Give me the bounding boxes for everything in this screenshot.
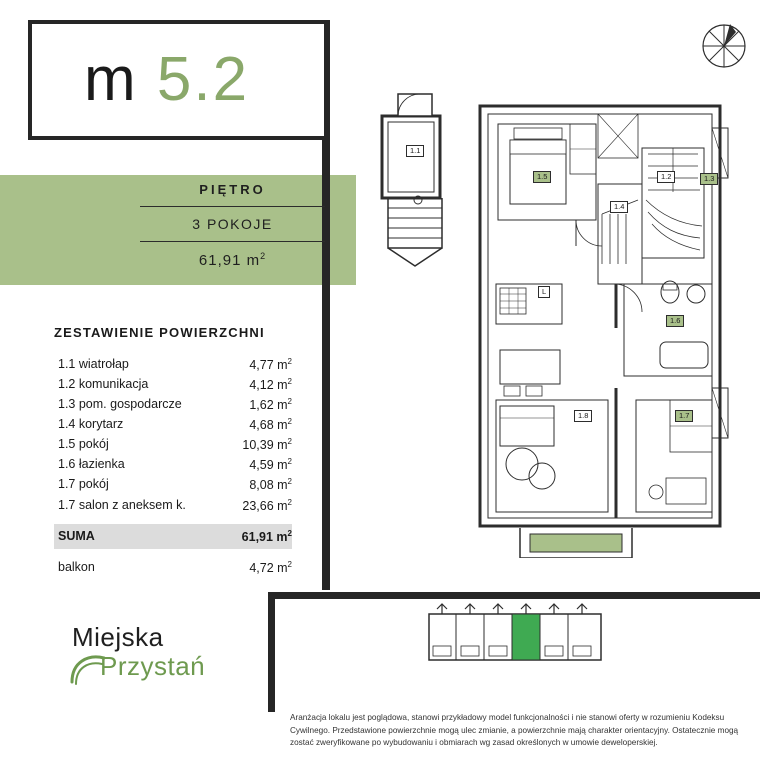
area-row-value: 1,62 $m^2$ (249, 396, 292, 412)
area-row-name: 1.6 łazienka (58, 457, 125, 472)
room-label-1-1: 1.1 (406, 145, 424, 157)
area-row-value: 23,66 $m^2$ (242, 497, 292, 513)
unit-title-box (28, 20, 328, 140)
area-row-value: 4,77 $m^2$ (249, 356, 292, 372)
table-row (54, 475, 292, 495)
brand-swoosh-icon (68, 652, 108, 686)
table-row (54, 455, 292, 475)
room-label-1-4: 1.4 (610, 201, 628, 213)
room-label-1-3: 1.3 (700, 173, 718, 185)
building-location-strip (415, 600, 615, 670)
area-row-name: 1.7 pokój (58, 477, 109, 492)
balcony-label: balkon (58, 560, 95, 575)
area-row-name: 1.7 salon z aneksem k. (58, 497, 186, 512)
areas-table (54, 354, 292, 578)
area-row-name: 1.4 korytarz (58, 416, 124, 431)
table-row (54, 414, 292, 434)
kitchen-marker-label: L (538, 286, 550, 298)
areas-table-heading: ZESTAWIENIE POWIERZCHNI (54, 325, 265, 340)
summary-band (140, 182, 325, 269)
room-label-1-8: 1.8 (574, 410, 592, 422)
table-row (54, 495, 292, 515)
table-row (54, 435, 292, 455)
area-row-value: 8,08 $m^2$ (249, 477, 292, 493)
total-area-unit-sup: 2 (260, 251, 267, 261)
floorplan-svg (370, 88, 750, 558)
area-row-name: 1.1 wiatrołap (58, 356, 129, 371)
vertical-divider-lower (268, 592, 275, 712)
disclaimer-text: Aranżacja lokalu jest poglądowa, stanowi przykładowy model funkcjonalności i nie stanowi oferty w rozumieniu Kodeksu Cywilnego. Przedstawione powierzchnie mogą ulec zmianie, a powierzchnie mają charakter orientacyjny. Ostatecznie mogą zostać zweryfikowane po wybudowaniu i obmiarach wg zasad określonych w umowie deweloperskiej. (290, 713, 739, 748)
floorplan-drawing (370, 88, 750, 558)
sum-value: 61,91 $m^2$ (226, 524, 292, 549)
brand-logo-line1: Miejska (72, 622, 164, 652)
table-row-sum (54, 524, 292, 549)
area-row-value: 4,68 $m^2$ (249, 416, 292, 433)
rooms-count-label: 3 POKOJE (192, 216, 273, 232)
horizontal-divider (268, 592, 760, 599)
areas-table-wrapper (54, 325, 294, 578)
brand-logo-line2: Przystań (100, 651, 206, 681)
area-row-name: 1.5 pokój (58, 437, 109, 452)
sum-label: SUMA (54, 524, 226, 549)
unit-title-prefix: m (84, 45, 138, 114)
area-row-value: 4,59 $m^2$ (249, 457, 292, 473)
area-row-name: 1.3 pom. gospodarcze (58, 396, 182, 411)
room-label-1-2: 1.2 (657, 171, 675, 183)
table-row (54, 354, 292, 374)
area-row-value: 10,39 $m^2$ (242, 437, 292, 453)
room-label-1-6: 1.6 (666, 315, 684, 327)
total-area-label (140, 251, 325, 269)
compass-icon (700, 22, 748, 70)
brand-logo (72, 622, 272, 682)
table-row (54, 374, 292, 394)
building-strip-svg (415, 600, 615, 670)
balcony-value: 4,72 $m^2$ (249, 560, 292, 576)
unit-title (32, 45, 250, 114)
area-row-name: 1.2 komunikacja (58, 376, 149, 391)
band-separator-bottom (140, 241, 325, 242)
table-row-balcony (54, 549, 292, 578)
band-separator-top (140, 206, 325, 207)
unit-title-number: 5.2 (156, 45, 250, 114)
room-label-1-7: 1.7 (675, 410, 693, 422)
table-row (54, 394, 292, 414)
floor-label: PIĘTRO (199, 182, 266, 197)
area-row-value: 4,12 $m^2$ (249, 376, 292, 392)
total-area-value: 61,91 m (198, 252, 261, 269)
room-label-1-5: 1.5 (533, 171, 551, 183)
